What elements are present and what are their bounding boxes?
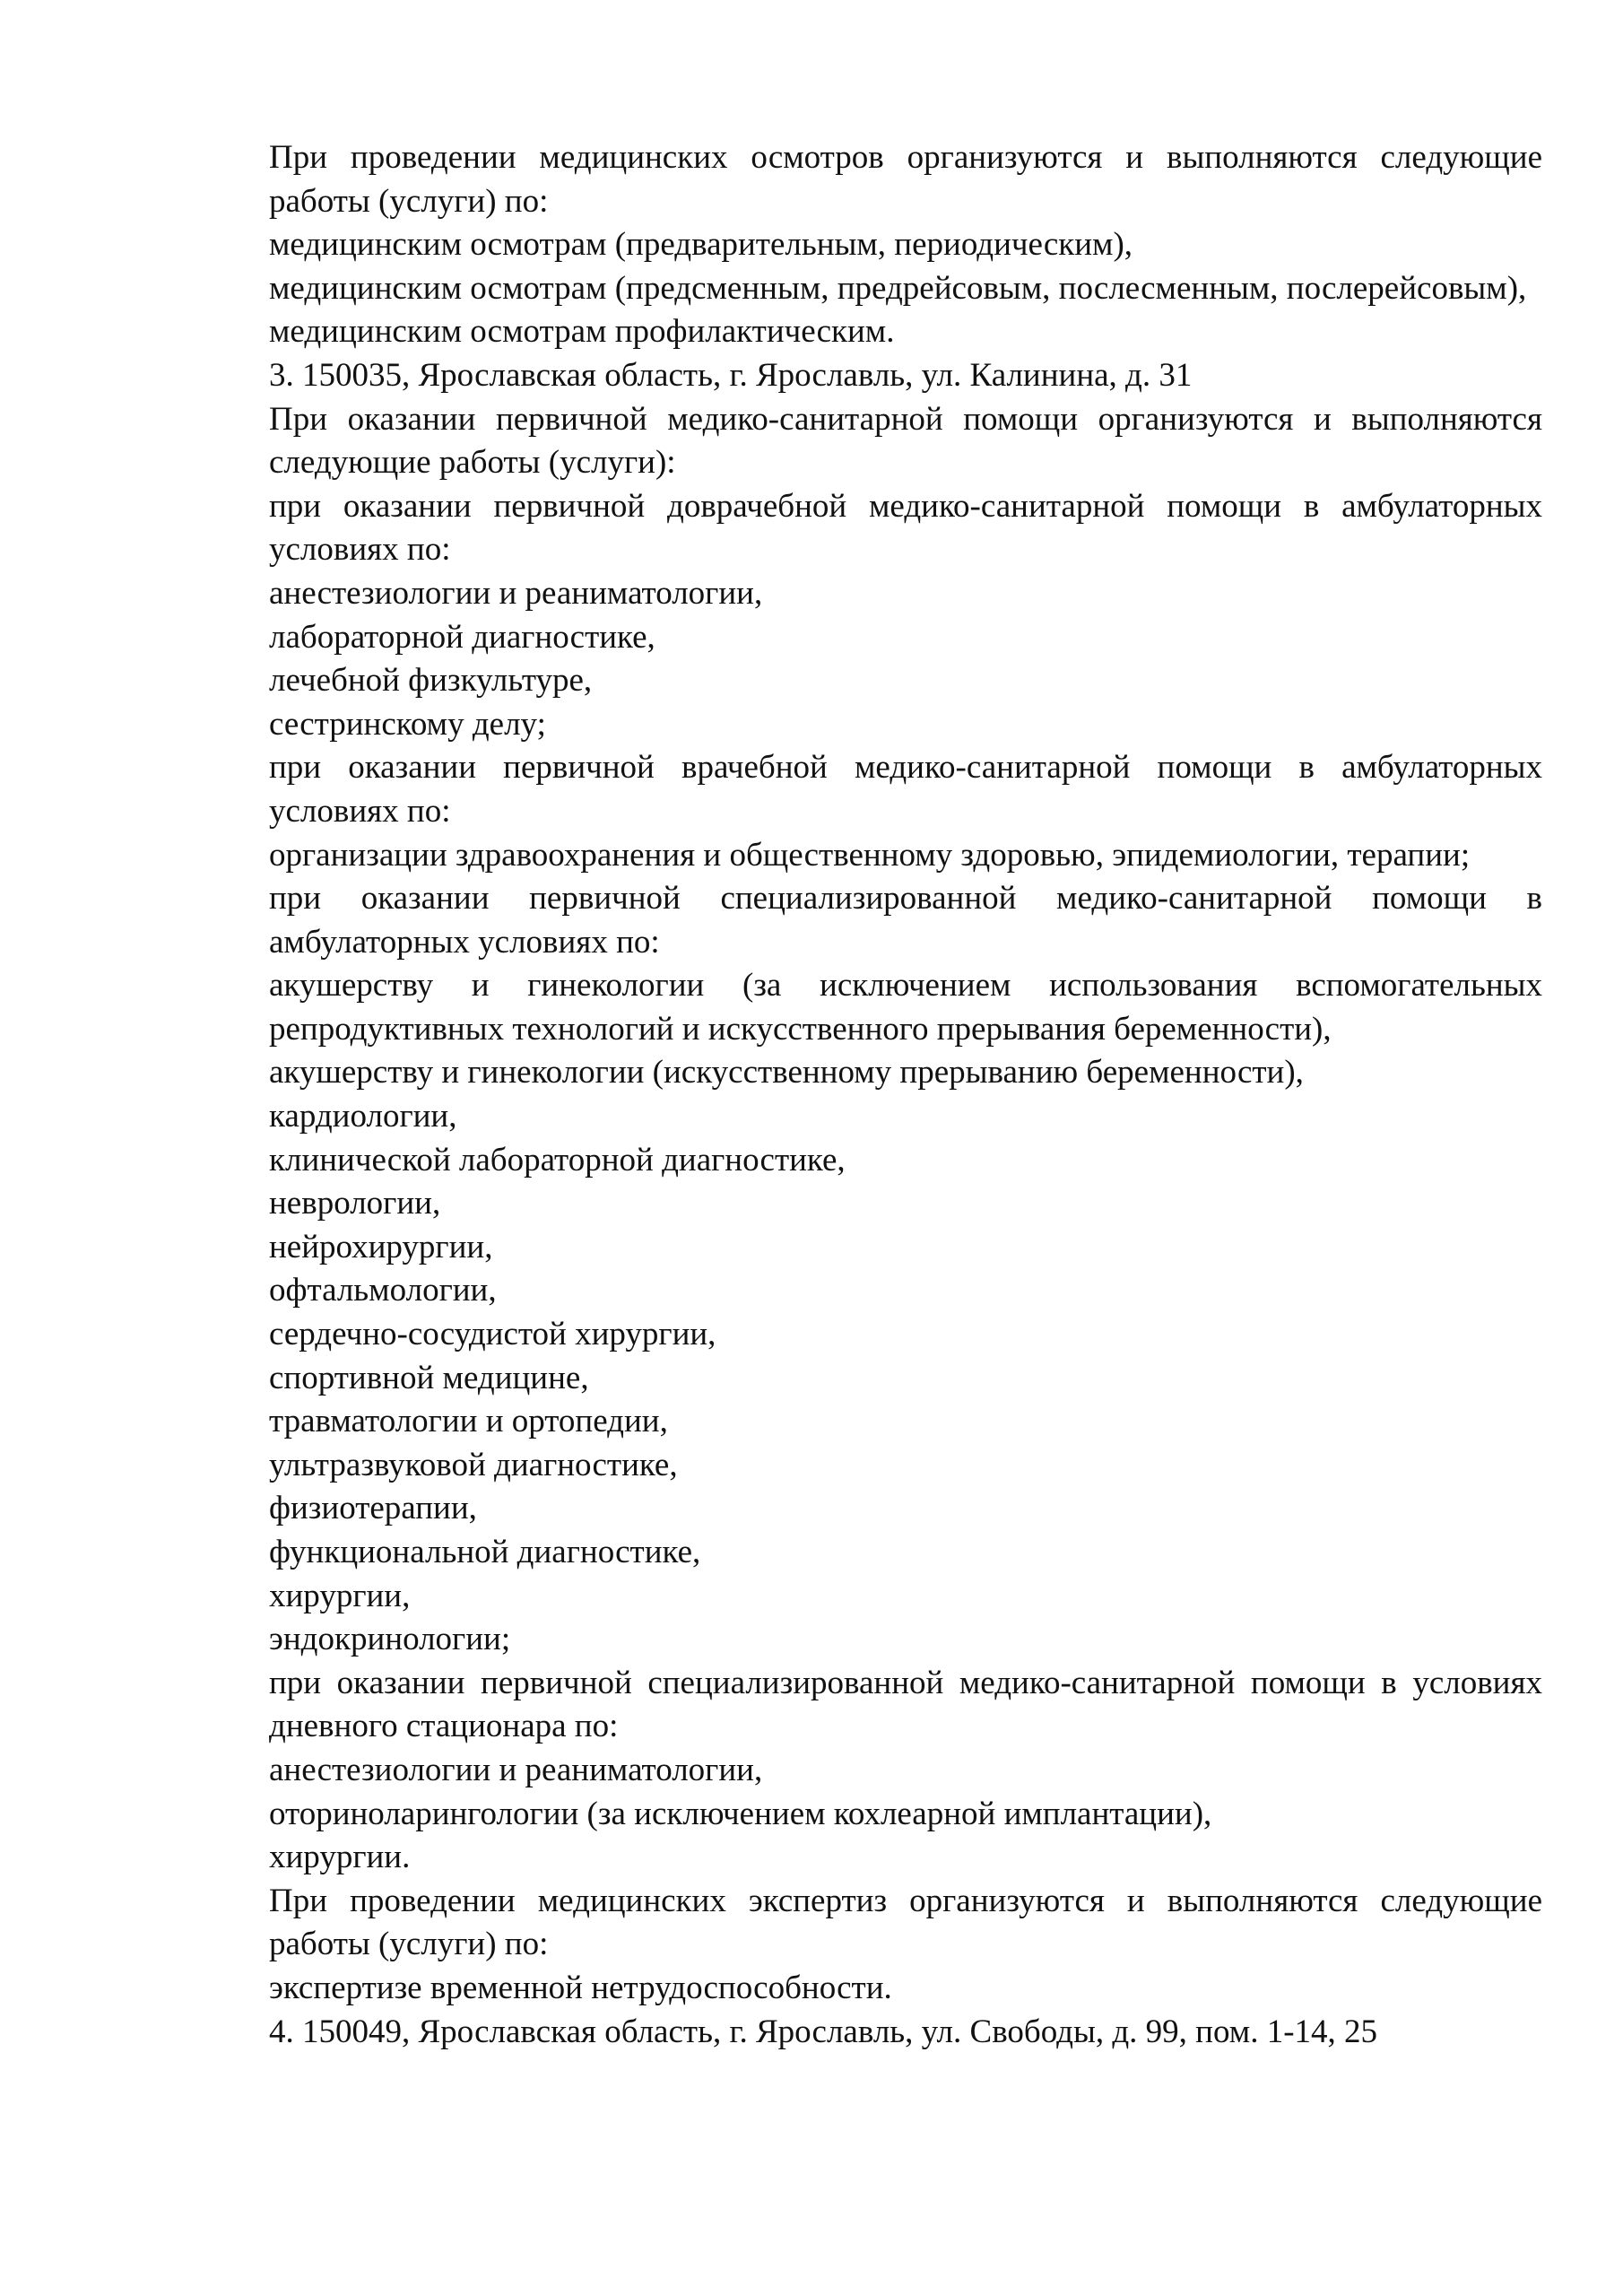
- list-item: медицинским осмотрам профилактическим.: [269, 313, 895, 351]
- list-item: лечебной физкультуре,: [269, 662, 593, 700]
- subsection-heading: при оказании первичной специализированной медико-санитарной помощи в амбулаторных условиях по:: [269, 880, 1542, 961]
- document-page: [269, 136, 1542, 2054]
- list-item: офтальмологии,: [269, 1272, 497, 1309]
- list-item: анестезиологии и реаниматологии,: [269, 574, 763, 612]
- paragraph-medical-exams-intro: При проведении медицинских осмотров организуются и выполняются следующие работы (услуги) по:: [269, 139, 1542, 220]
- list-item: травматологии и ортопедии,: [269, 1403, 668, 1440]
- list-item: эндокринологии;: [269, 1621, 511, 1658]
- list-item: клинической лабораторной диагностике,: [269, 1141, 846, 1178]
- list-item: медицинским осмотрам (предварительным, периодическим),: [269, 226, 1133, 264]
- subsection-heading: при оказании первичной доврачебной медико-санитарной помощи в амбулаторных условиях по:: [269, 487, 1542, 569]
- list-item: кардиологии,: [269, 1098, 457, 1135]
- subsection-heading: при оказании первичной врачебной медико-санитарной помощи в амбулаторных условиях по:: [269, 749, 1542, 830]
- list-item: спортивной медицине,: [269, 1359, 589, 1396]
- list-item: хирургии,: [269, 1577, 411, 1614]
- list-item: медицинским осмотрам (предсменным, предрейсовым, послесменным, послерейсовым),: [269, 269, 1527, 307]
- list-item: ультразвуковой диагностике,: [269, 1446, 678, 1483]
- paragraph-primary-care-intro: При оказании первичной медико-санитарной помощи организуются и выполняются следующие работы (услуги):: [269, 400, 1542, 482]
- list-item: хирургии.: [269, 1839, 411, 1876]
- list-item: анестезиологии и реаниматологии,: [269, 1751, 763, 1788]
- list-item: оториноларингологии (за исключением кохлеарной имплантации),: [269, 1795, 1212, 1832]
- list-item: функциональной диагностике,: [269, 1534, 701, 1570]
- paragraph-expertise-intro: При проведении медицинских экспертиз организуются и выполняются следующие работы (услуги) по:: [269, 1882, 1542, 1963]
- address-heading: 4. 150049, Ярославская область, г. Ярославль, ул. Свободы, д. 99, пом. 1-14, 25: [269, 2013, 1378, 2050]
- list-item: акушерству и гинекологии (за исключением использования вспомогательных репродуктивных технологий и искусственного прерывания беременности),: [269, 967, 1542, 1048]
- address-heading: 3. 150035, Ярославская область, г. Ярославль, ул. Калинина, д. 31: [269, 356, 1193, 394]
- subsection-heading: при оказании первичной специализированной медико-санитарной помощи в условиях дневного стационара по:: [269, 1664, 1542, 1745]
- list-item: сестринскому делу;: [269, 705, 546, 743]
- list-item: сердечно-сосудистой хирургии,: [269, 1316, 716, 1353]
- list-item: неврологии,: [269, 1185, 441, 1222]
- list-item: организации здравоохранения и общественному здоровью, эпидемиологии, терапии;: [269, 836, 1471, 874]
- list-item: физиотерапии,: [269, 1490, 477, 1527]
- list-item: лабораторной диагностике,: [269, 618, 655, 656]
- list-item: экспертизе временной нетрудоспособности.: [269, 1969, 892, 2006]
- list-item: нейрохирургии,: [269, 1228, 493, 1265]
- list-item: акушерству и гинекологии (искусственному прерыванию беременности),: [269, 1054, 1304, 1091]
